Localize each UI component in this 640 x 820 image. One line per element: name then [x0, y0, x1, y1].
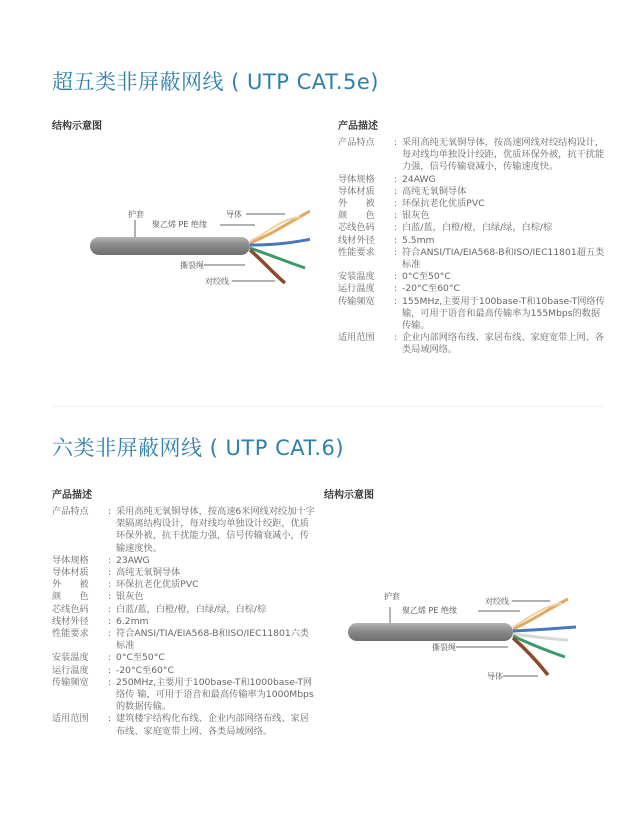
spec-label: 导体材质 — [338, 185, 375, 197]
spec-label: 适用范围 — [52, 713, 89, 725]
spec-value: 银灰色 — [116, 591, 144, 603]
spec-row — [338, 137, 608, 174]
spec-row — [52, 555, 317, 567]
spec-value: 环保抗老化优质PVC — [116, 579, 199, 591]
spec-value: 高纯无氧铜导体 — [402, 185, 467, 197]
spec-colon: : — [394, 173, 398, 185]
spec-value: 高纯无氧铜导体 — [116, 567, 181, 579]
spec-row — [52, 713, 317, 737]
section-divider — [52, 406, 604, 407]
spec-row — [338, 186, 608, 198]
spec-colon: : — [394, 185, 398, 197]
spec-row — [52, 506, 317, 555]
spec-row — [52, 677, 317, 714]
spec-row — [52, 591, 317, 603]
spec-row — [338, 283, 608, 295]
spec-label: 线材外径 — [338, 234, 375, 246]
spec-colon: : — [108, 591, 112, 603]
spec-value: 符合ANSI/TIA/EIA568-B和ISO/IEC11801六类标准 — [116, 628, 310, 652]
spec-colon: : — [394, 137, 398, 148]
spec-value: 23AWG — [116, 554, 150, 566]
spec-label: 颜 色 — [338, 210, 375, 222]
spec-label: 适用范围 — [338, 332, 375, 344]
spec-colon: : — [108, 628, 112, 640]
spec-row — [52, 567, 317, 579]
spec-value: 0°C至50°C — [402, 271, 451, 283]
spec-label: 外 被 — [338, 198, 375, 210]
description-heading-cat6: 产品描述 — [52, 490, 92, 501]
spec-colon: : — [394, 295, 398, 307]
spec-row — [52, 616, 317, 628]
label-pe-insulation: 聚乙烯 PE 绝缘 — [152, 220, 207, 229]
spec-colon: : — [394, 271, 398, 283]
spec-label: 导体材质 — [52, 567, 89, 579]
spec-colon: : — [108, 554, 112, 566]
spec-value: 符合ANSI/TIA/EIA568-B和ISO/IEC11801超五类标准 — [402, 246, 605, 271]
spec-colon: : — [394, 222, 398, 234]
spec-colon: : — [108, 615, 112, 627]
section-title-cat5e: 超五类非屏蔽网线 ( UTP CAT.5e) — [52, 70, 379, 94]
label-conductor: 导体 — [226, 210, 242, 219]
spec-label: 芯线色码 — [52, 603, 89, 615]
spec-colon: : — [108, 652, 112, 664]
section-title-cat6: 六类非屏蔽网线 ( UTP CAT.6) — [52, 436, 345, 460]
spec-row — [338, 235, 608, 247]
spec-label: 传输频宽 — [338, 295, 375, 307]
spec-label: 产品特点 — [338, 137, 375, 148]
spec-colon: : — [394, 246, 398, 258]
spec-value: 155MHz,主要用于100base-T和10base-T网络传输，可用于语音和最高传输率为155Mbps的数据传输。 — [402, 295, 605, 332]
spec-colon: : — [394, 332, 398, 344]
spec-row — [52, 665, 317, 677]
spec-list-cat5e — [338, 137, 608, 357]
spec-value: 250MHz,主要用于100base-T和1000base-T网络传 输，可用于语音和最高传输率为1000Mbps的数据传输。 — [116, 676, 314, 713]
spec-colon: : — [108, 579, 112, 591]
spec-value: 建筑楼宇结构化布线、企业内部网络布线、家居布线、家庭宽带上网、各类局域网络。 — [116, 713, 309, 737]
spec-value: -20°C至60°C — [402, 283, 460, 295]
spec-value: 银灰色 — [402, 210, 430, 222]
spec-colon: : — [108, 506, 112, 517]
spec-label: 外 被 — [52, 579, 89, 591]
spec-value: 环保抗老化优质PVC — [402, 198, 485, 210]
spec-row — [338, 174, 608, 186]
spec-row — [52, 628, 317, 652]
label-rip-cord: 撕裂绳 — [432, 643, 456, 652]
spec-colon: : — [108, 664, 112, 676]
spec-label: 运行温度 — [338, 283, 375, 295]
spec-label: 导体规格 — [52, 554, 89, 566]
cable-sheath — [348, 623, 513, 641]
spec-colon: : — [108, 567, 112, 579]
spec-row — [338, 198, 608, 210]
spec-value: 白蓝/蓝，白橙/橙，白绿/绿，白棕/棕 — [402, 222, 553, 234]
spec-label: 线材外径 — [52, 615, 89, 627]
spec-label: 产品特点 — [52, 506, 89, 517]
spec-value: 0°C至50°C — [116, 652, 165, 664]
spec-row — [338, 271, 608, 283]
spec-row — [338, 222, 608, 234]
label-rip-cord: 撕裂绳 — [180, 261, 204, 270]
spec-row — [52, 579, 317, 591]
spec-label: 性能要求 — [338, 246, 375, 258]
spec-value: 白蓝/蓝，白橙/橙，白绿/绿，白棕/棕 — [116, 603, 267, 615]
cable-diagram-cat6 — [340, 585, 580, 685]
spec-value: 5.5mm — [402, 234, 435, 246]
label-conductor: 导体 — [487, 672, 503, 681]
label-twisted-pair: 对绞线 — [205, 277, 229, 286]
label-sheath: 护套 — [384, 592, 400, 601]
spec-colon: : — [108, 676, 112, 688]
spec-label: 传输频宽 — [52, 676, 89, 688]
spec-row — [338, 296, 608, 333]
label-twisted-pair: 对绞线 — [485, 597, 509, 606]
spec-label: 芯线色码 — [338, 222, 375, 234]
spec-row — [52, 604, 317, 616]
spec-value: 采用高纯无氧铜导体，按高速6米网线对绞加十字架隔离结构设计，每对线均单独设计绞距，优质环保外被，抗干扰能力强，信号传输衰减小，传输速度快。 — [116, 506, 315, 554]
spec-label: 安装温度 — [52, 652, 89, 664]
spec-colon: : — [394, 210, 398, 222]
spec-colon: : — [394, 234, 398, 246]
spec-colon: : — [108, 713, 112, 725]
spec-value: 6.2mm — [116, 615, 149, 627]
spec-label: 性能要求 — [52, 628, 89, 640]
diagram-heading-cat5e: 结构示意图 — [52, 121, 102, 132]
cable-sheath — [90, 237, 250, 255]
spec-label: 颜 色 — [52, 591, 89, 603]
spec-row — [338, 247, 608, 271]
spec-value: 企业内部网络布线、家居布线、家庭宽带上网、各类局域网络。 — [402, 332, 605, 356]
spec-row — [338, 332, 608, 356]
spec-value: 采用高纯无氧铜导体，按高速网线对绞结构设计，每对线均单独设计绞距，优质环保外被，抗干扰能力强，信号传输衰减小，传输速度快。 — [402, 137, 605, 173]
spec-value: 24AWG — [402, 173, 436, 185]
spec-label: 导体规格 — [338, 173, 375, 185]
spec-row — [338, 210, 608, 222]
spec-list-cat6 — [52, 506, 317, 738]
cable-diagram-cat5e — [80, 195, 310, 295]
label-sheath: 护套 — [128, 210, 144, 219]
spec-value: -20°C至60°C — [116, 664, 174, 676]
spec-colon: : — [394, 283, 398, 295]
spec-colon: : — [394, 198, 398, 210]
diagram-heading-cat6: 结构示意图 — [324, 490, 374, 501]
description-heading-cat5e: 产品描述 — [338, 121, 378, 132]
spec-row — [52, 652, 317, 664]
spec-label: 安装温度 — [338, 271, 375, 283]
label-pe-insulation: 聚乙烯 PE 绝缘 — [402, 606, 457, 615]
spec-colon: : — [108, 603, 112, 615]
spec-label: 运行温度 — [52, 664, 89, 676]
